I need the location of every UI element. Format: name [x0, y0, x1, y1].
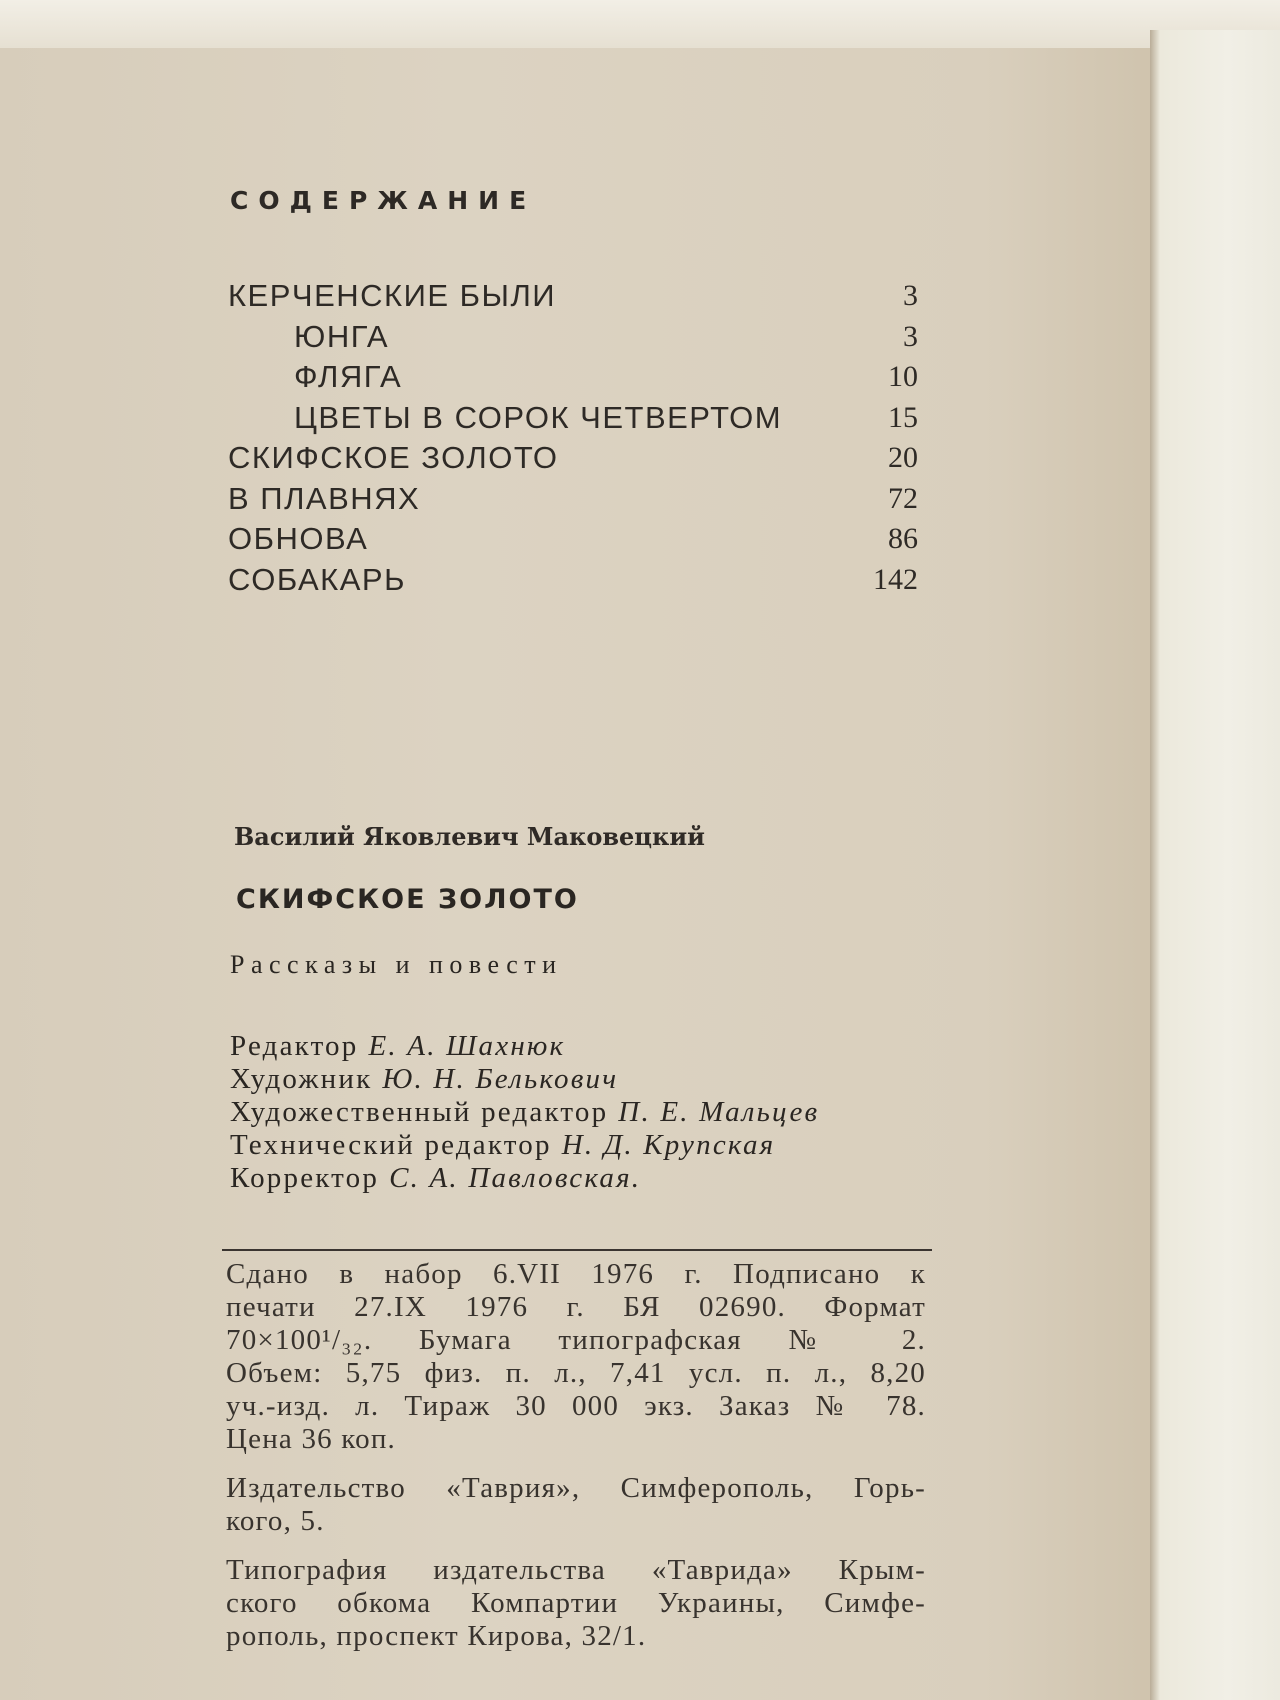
toc-entry	[228, 398, 918, 439]
publisher-line: Издательство «Таврия», Симферополь, Горь-	[226, 1472, 926, 1504]
printer-line: Типография издательства «Таврида» Крым-	[226, 1554, 926, 1586]
imprint-line: Цена 36 коп.	[226, 1423, 396, 1455]
credit-name: С. А. Павловская.	[389, 1162, 642, 1194]
credit-line	[230, 1129, 819, 1162]
credit-role: Художник	[230, 1063, 373, 1095]
credit-role: Редактор	[230, 1030, 359, 1062]
toc-entry-title: СОБАКАРЬ	[228, 561, 406, 597]
publisher-info	[226, 1472, 926, 1538]
imprint-line: печати 27.IX 1976 г. БЯ 02690. Формат	[226, 1291, 926, 1323]
imprint-line: Сдано в набор 6.VII 1976 г. Подписано к	[226, 1258, 926, 1290]
book-genre: Рассказы и повести	[230, 950, 563, 979]
toc-entry-title: КЕРЧЕНСКИЕ БЫЛИ	[228, 278, 557, 313]
imprint-line: уч.-изд. л. Тираж 30 000 экз. Заказ № 78.	[226, 1390, 926, 1422]
toc-entry-page: 86	[888, 522, 918, 555]
toc-entry-title: В ПЛАВНЯХ	[228, 480, 421, 516]
credit-line	[230, 1063, 819, 1096]
credit-line	[230, 1162, 819, 1195]
imprint-line: Объем: 5,75 физ. п. л., 7,41 усл. п. л., 8,20	[226, 1357, 926, 1389]
credit-name: Е. А. Шахнюк	[368, 1030, 566, 1062]
printer-info	[226, 1554, 926, 1653]
toc-entry	[228, 519, 918, 560]
divider-rule	[222, 1249, 932, 1251]
author-name: Василий Яковлевич Маковецкий	[234, 822, 705, 851]
toc-entry-page: 72	[888, 481, 918, 515]
toc-entry	[228, 317, 918, 358]
table-of-contents	[228, 276, 918, 600]
credit-line	[230, 1030, 819, 1063]
toc-entry-page: 15	[888, 400, 918, 434]
credit-name: Ю. Н. Белькович	[382, 1063, 619, 1095]
toc-entry-page: 3	[903, 279, 918, 312]
toc-entry	[228, 479, 918, 520]
credit-role: Технический редактор	[230, 1129, 552, 1161]
toc-entry	[228, 357, 918, 398]
background-table	[0, 0, 1280, 48]
contents-heading: СОДЕРЖАНИЕ	[230, 186, 537, 215]
printer-line: рополь, проспект Кирова, 32/1.	[226, 1620, 647, 1652]
book-title: СКИФСКОЕ ЗОЛОТО	[236, 884, 579, 915]
credit-role: Художественный редактор	[230, 1096, 609, 1128]
toc-entry-title: ЦВЕТЫ В СОРОК ЧЕТВЕРТОМ	[294, 399, 783, 435]
imprint-block	[226, 1258, 926, 1669]
toc-entry-title: ФЛЯГА	[294, 359, 403, 394]
toc-entry	[228, 438, 918, 479]
toc-entry	[228, 276, 918, 317]
toc-entry-page: 10	[888, 360, 918, 393]
credit-name: П. Е. Мальцев	[618, 1096, 820, 1128]
toc-entry-title: ЮНГА	[294, 318, 390, 354]
credit-line	[230, 1096, 819, 1129]
toc-entry-title: ОБНОВА	[228, 521, 369, 556]
imprint-line: 70×100¹/₃₂. Бумага типографская № 2.	[226, 1324, 926, 1356]
toc-entry	[228, 560, 918, 601]
printer-line: ского обкома Компартии Украины, Симфе-	[226, 1587, 926, 1619]
next-page-edge	[1150, 30, 1280, 1700]
toc-entry-page: 142	[873, 562, 918, 596]
toc-entry-title: СКИФСКОЕ ЗОЛОТО	[228, 440, 559, 475]
print-details	[226, 1258, 926, 1456]
credits-list	[230, 1030, 819, 1195]
publisher-line: кого, 5.	[226, 1505, 325, 1537]
credit-name: Н. Д. Крупская	[561, 1129, 776, 1161]
credit-role: Корректор	[230, 1162, 380, 1194]
toc-entry-page: 3	[903, 319, 918, 353]
toc-entry-page: 20	[888, 441, 918, 474]
